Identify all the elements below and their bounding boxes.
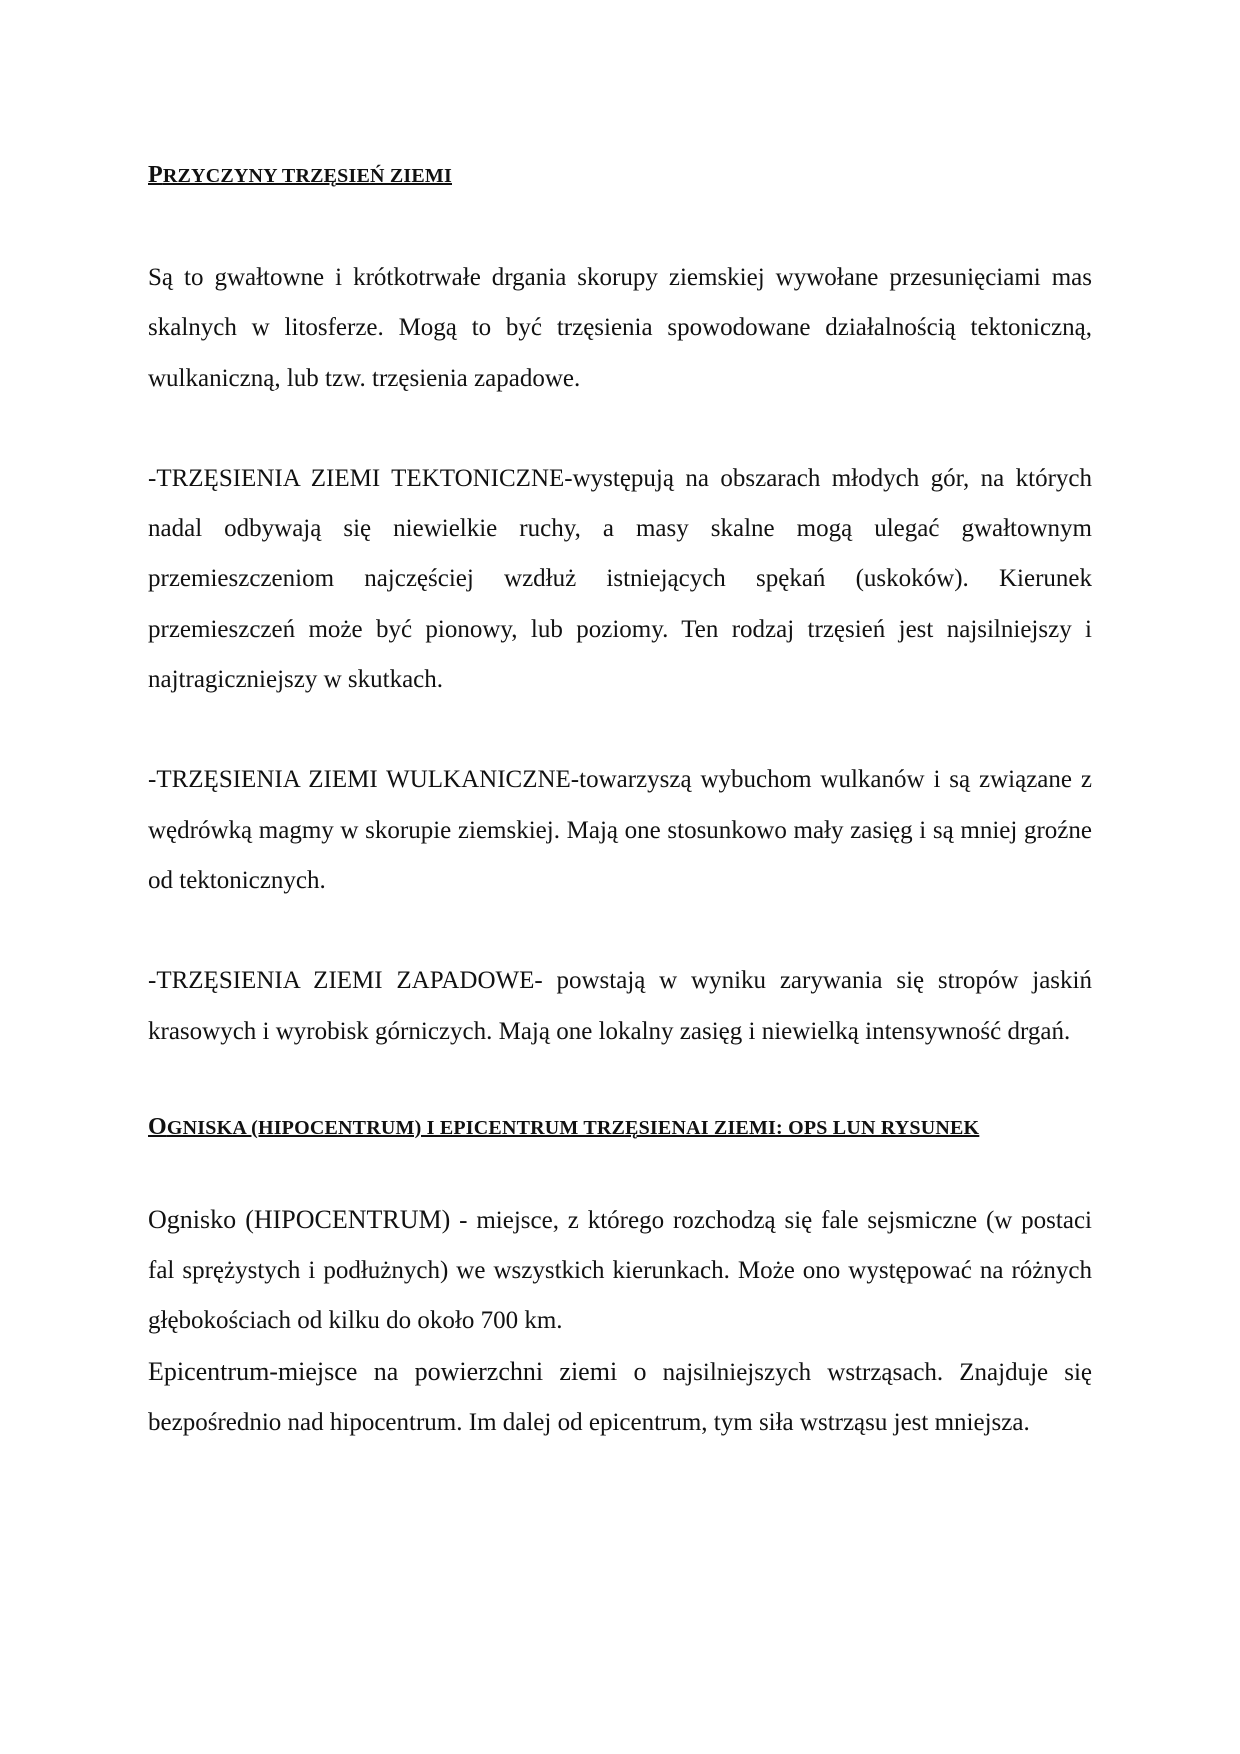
term-epicenter: Epicentrum-miejsce na powierzchni ziemi o	[148, 1356, 647, 1386]
term-hypocenter: Ognisko (HIPOCENTRUM)	[148, 1204, 451, 1234]
heading-causes-rest: RZYCZYNY TRZĘSIEŃ ZIEMI	[162, 165, 452, 187]
definition-epicenter: najsilniejszych wstrząsach. Znajduje się bezpośrednio nad hipocentrum. Im dalej od epicentrum, tym siła wstrząsu jest mniejsza.	[148, 1358, 1092, 1437]
definition-hypocenter: - miejsce, z którego rozchodzą się fale sejsmiczne (w postaci fal sprężystych i podłużnych) we wszystkich kierunkach. Może ono występować na różnych głębokościach od kilku do około 700 km.	[148, 1206, 1092, 1335]
heading-focus-rest: GNISKA (HIPOCENTRUM) I EPICENTRUM TRZĘSIENAI ZIEMI: OPS LUN RYSUNEK	[166, 1116, 980, 1139]
document-body	[148, 150, 1092, 1448]
heading-focus-epicenter	[148, 1102, 1092, 1153]
paragraph-intro: Są to gwałtowne i krótkotrwałe drgania skorupy ziemskiej wywołane przesunięciami mas skalnych w litosferze. Mogą to być trzęsienia spowodowane działalnością tektoniczną, wulkaniczną, lub tzw. trzęsienia zapadowe.	[148, 264, 1092, 392]
paragraph-collapse: -TRZĘSIENIA ZIEMI ZAPADOWE- powstają w wyniku zarywania się stropów jaskiń krasowych i wyrobisk górniczych. Mają one lokalny zasięg i niewielką intensywność drgań.	[148, 967, 1092, 1045]
paragraph-epicenter	[148, 1347, 1092, 1449]
heading-causes	[148, 150, 1092, 201]
heading-focus-initial: O	[148, 1113, 167, 1140]
paragraph-tectonic: -TRZĘSIENIA ZIEMI TEKTONICZNE-występują na obszarach młodych gór, na których nadal odbywają się niewielkie ruchy, a masy skalne mogą ulegać gwałtownym przemieszczeniom najczęściej wzdłuż istniejących spękań (uskoków). Kierunek przemieszczeń może być pionowy, lub poziomy. Ten rodzaj trzęsień jest najsilniejszy i najtragiczniejszy w skutkach.	[148, 464, 1092, 694]
paragraph-volcanic: -TRZĘSIENIA ZIEMI WULKANICZNE-towarzyszą wybuchom wulkanów i są związane z wędrówką magmy w skorupie ziemskiej. Mają one stosunkowo mały zasięg i są mniej groźne od tektonicznych.	[148, 766, 1092, 894]
paragraph-hypocenter	[148, 1195, 1092, 1347]
heading-causes-initial: P	[148, 162, 163, 188]
